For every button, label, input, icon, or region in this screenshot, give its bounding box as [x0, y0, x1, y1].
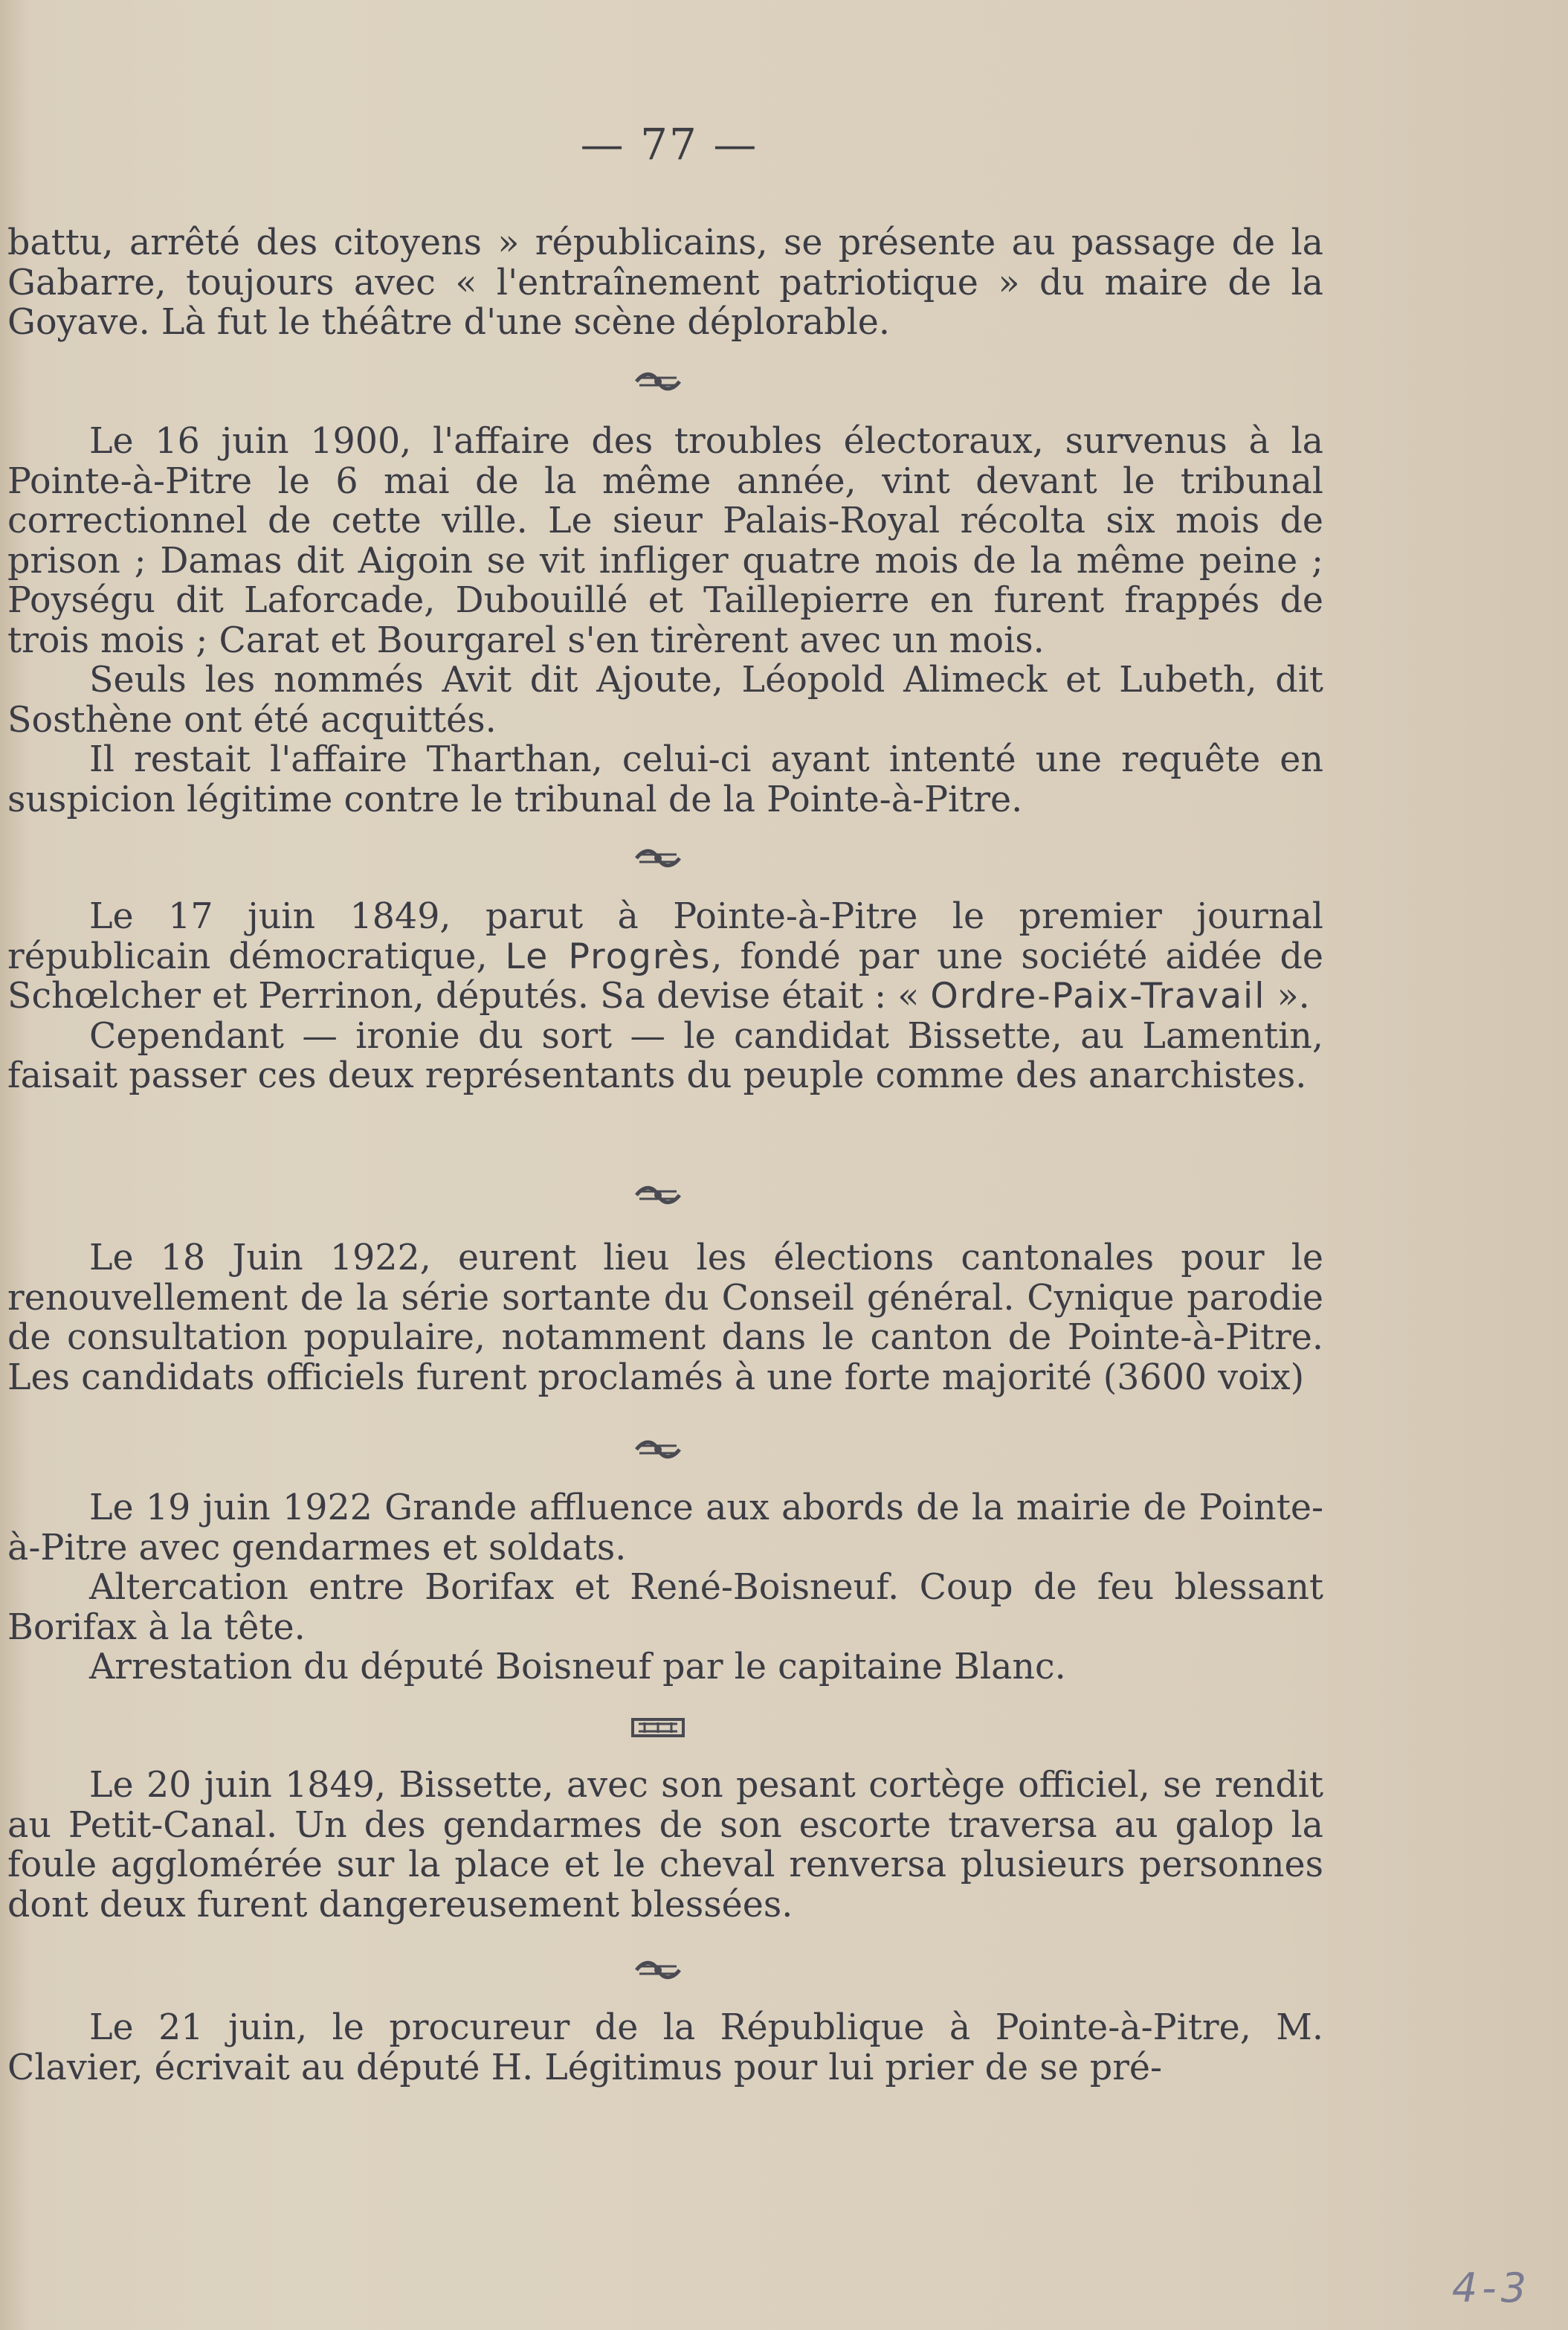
- page-number: — 77 —: [580, 119, 758, 170]
- text-block-7: [7, 2008, 1323, 2088]
- ornament-6-icon: [0, 1957, 1316, 1987]
- text-block-1: [7, 223, 1323, 343]
- paragraph-1: battu, arrêté des citoyens » républicains, se présente au passage de la Gabarre, toujours avec « l'entraînement patriotique » du maire de la Goyave. Là fut le théâtre d'une scène déplorable.: [7, 222, 1323, 343]
- paragraph-12: Le 21 juin, le procureur de la République à Pointe-à-Pitre, M. Clavier, écrivait au député H. Légitimus pour lui prier de se pré-: [7, 2007, 1323, 2088]
- paragraph-11: Le 20 juin 1849, Bissette, avec son pesant cortège officiel, se rendit au Petit-Canal. Un des gendarmes de son escorte traversa au galop la foule agglomérée sur la place et le cheval renversa plusieurs personnes dont deux furent dangereusement blessées.: [7, 1765, 1323, 1925]
- text-block-4: [7, 1238, 1323, 1397]
- paragraph-5-intro: Le 17 juin 1849, parut à Pointe-à-Pitre le premier journal républicain démocratique,: [7, 896, 1323, 977]
- paragraph-9: Altercation entre Borifax et René-Boisneuf. Coup de feu blessant Borifax à la tête.: [7, 1567, 1323, 1648]
- ornament-4-icon: [0, 1437, 1316, 1467]
- paragraph-5-middle: , fondé par une société aidée de Schœlcher et Perrinon, députés. Sa devise était : «: [7, 936, 1324, 1017]
- paragraph-7: Le 18 Juin 1922, eurent lieu les élections cantonales pour le renouvellement de la série sortante du Conseil général. Cynique parodie de consultation populaire, notamment dans le canton de Pointe-à-Pitre. Les candidats officiels furent proclamés à une forte majorité (3600 voix): [7, 1238, 1323, 1398]
- paragraph-8: Le 19 juin 1922 Grande affluence aux abords de la mairie de Pointe-à-Pitre avec gendarmes et soldats.: [7, 1487, 1323, 1568]
- ornament-5-icon: [0, 1715, 1316, 1745]
- ornament-3-icon: [0, 1182, 1316, 1212]
- paragraph-4: Il restait l'affaire Tharthan, celui-ci ayant intenté une requête en suspicion légitime contre le tribunal de la Pointe-à-Pitre.: [7, 739, 1323, 820]
- newspaper-motto: Ordre-Paix-Travail: [930, 976, 1266, 1017]
- paragraph-5-end: ».: [1277, 976, 1310, 1017]
- handwritten-mark: 4-3: [1451, 2265, 1531, 2311]
- paragraph-6: Cependant — ironie du sort — le candidat Bissette, au Lamentin, faisait passer ces deux représentants du peuple comme des anarchistes.: [7, 1015, 1323, 1096]
- paragraph-2: Le 16 juin 1900, l'affaire des troubles électoraux, survenus à la Pointe-à-Pitre le 6 mai de la même année, vint devant le tribunal correctionnel de cette ville. Le sieur Palais-Royal récolta six mois de prison ; Damas dit Aigoin se vit infliger quatre mois de la même peine ; Poységu dit Laforcade, Dubouillé et Taillepierre en furent frappés de trois mois ; Carat et Bourgarel s'en tirèrent avec un mois.: [7, 421, 1323, 661]
- paragraph-3: Seuls les nommés Avit dit Ajoute, Léopold Alimeck et Lubeth, dit Sosthène ont été acquittés.: [7, 660, 1323, 741]
- ornament-2-icon: [0, 846, 1316, 875]
- text-block-5: [7, 1488, 1323, 1687]
- text-block-6: [7, 1766, 1323, 1925]
- newspaper-title: Le Progrès: [505, 936, 712, 977]
- paragraph-10: Arrestation du député Boisneuf par le capitaine Blanc.: [89, 1647, 1066, 1687]
- text-block-2: [7, 422, 1323, 820]
- ornament-1-icon: [0, 369, 1316, 399]
- text-block-3: [7, 897, 1323, 1096]
- paragraph-5: [7, 897, 1323, 1017]
